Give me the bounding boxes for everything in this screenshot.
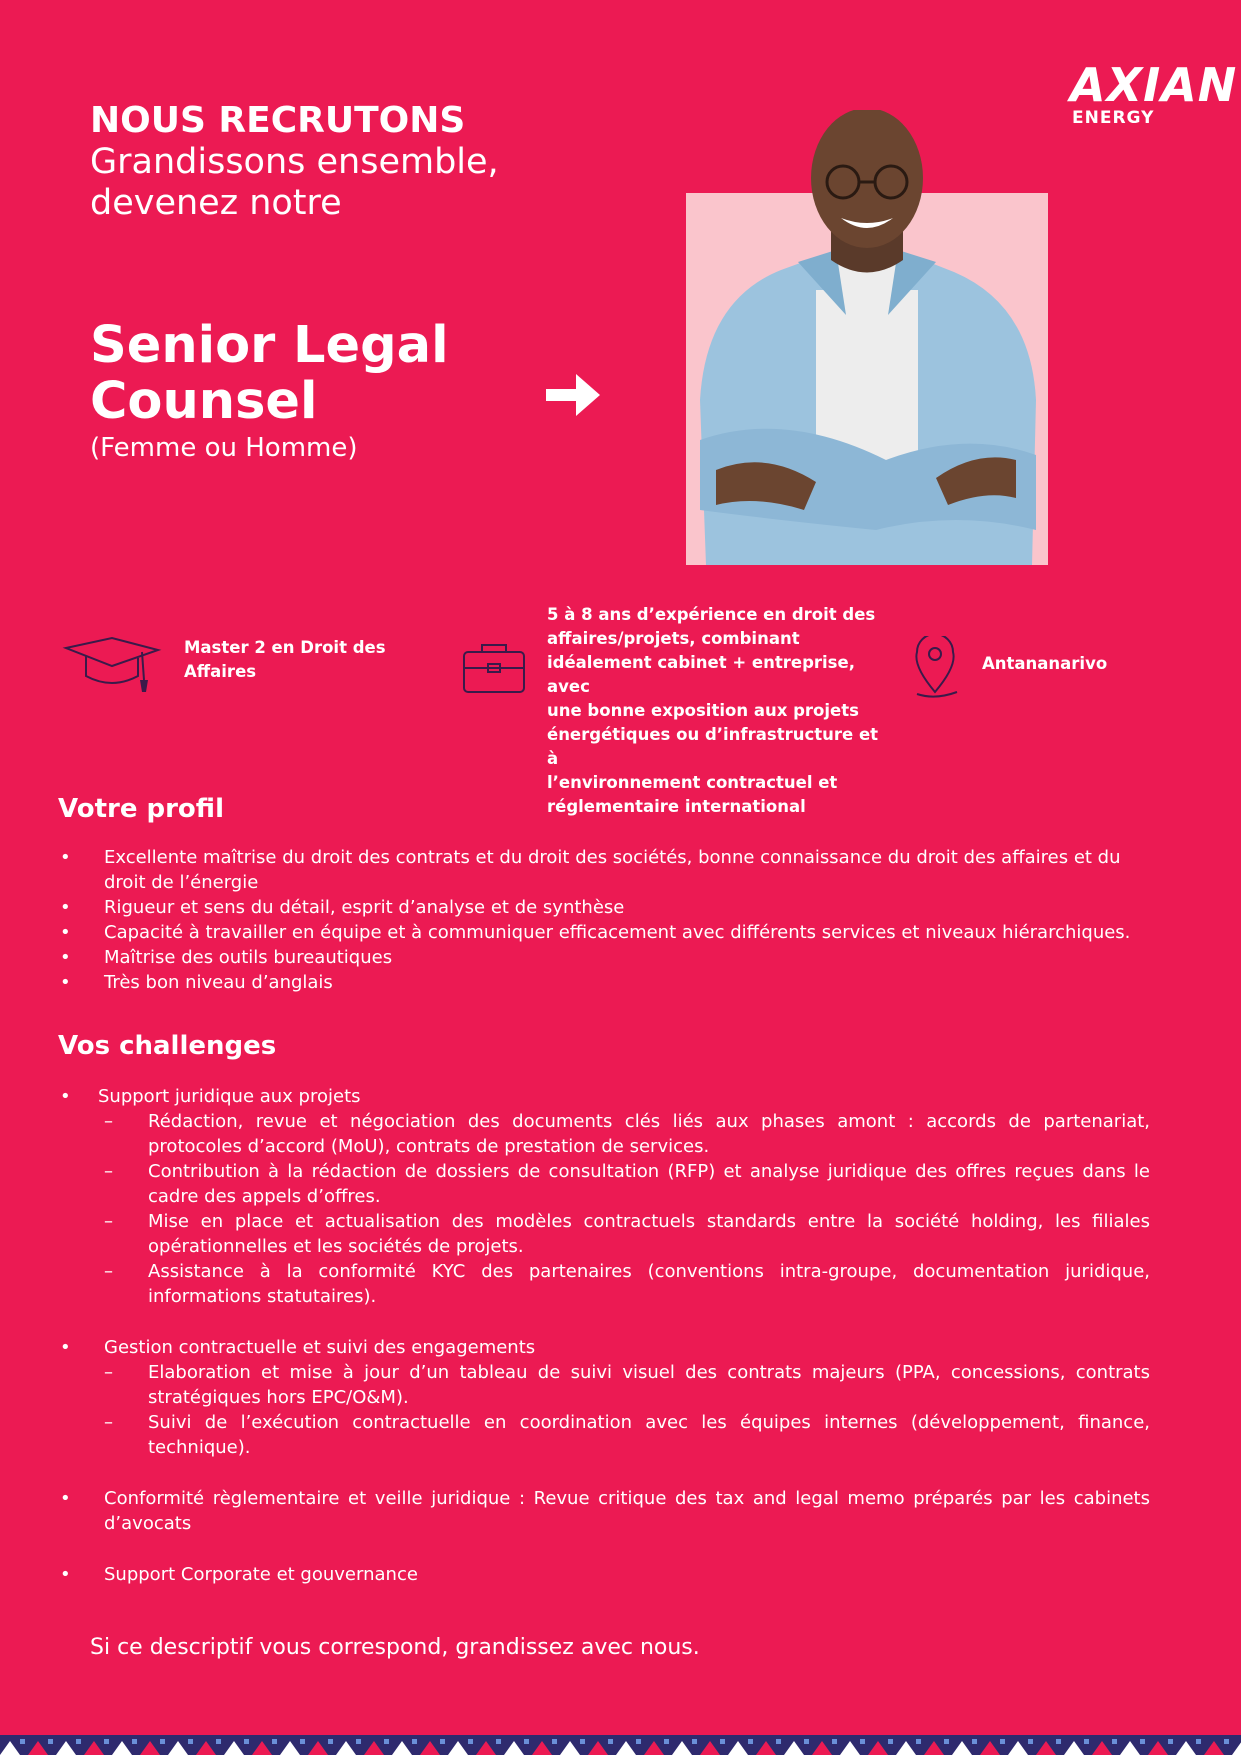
feature-experience-line: 5 à 8 ans d’expérience en droit des [547, 605, 876, 624]
feature-experience-line: idéalement cabinet + entreprise, avec [547, 653, 855, 696]
list-item: • Maîtrise des outils bureautiques [60, 947, 393, 968]
logo-brand: AXIAN [1070, 58, 1238, 112]
sub-list [98, 1109, 1150, 1309]
challenges-list [60, 1084, 1150, 1613]
feature-location: Antananarivo [982, 654, 1108, 673]
tagline [90, 142, 550, 224]
challenge-label: Conformité règlementaire et veille juridique : Revue critique des tax and legal memo préparés par les cabinets d’avocats [104, 1488, 1150, 1534]
job-title-line-2: Counsel [90, 372, 318, 431]
company-logo [1070, 58, 1238, 128]
list-item: • Capacité à travailler en équipe et à communiquer efficacement avec différents services et niveaux hiérarchiques. [60, 922, 1131, 943]
arrow-right-icon [544, 370, 602, 420]
candidate-photo [686, 110, 1048, 565]
list-item: • Support juridique aux projets – Rédaction, revue et négociation des documents clés liés aux phases amont : accords de partenariat, protocoles d’accord (MoU), contrats de prestation de services. – Contribution à la rédaction de dossiers de consultation (RFP) et analyse juridique des offres reçues dans le cadre des appels d’offres. – Mise en place et actualisation des modèles contractuels standards entre la société holding, les filiales opérationnelles et les sociétés de projets. – Assistance à la conformité KYC des partenaires (conventions intra-groupe, documentation juridique, informations statutaires). [60, 1086, 1150, 1307]
feature-experience-line: une bonne exposition aux projets [547, 701, 859, 720]
sub-list-item: – Rédaction, revue et négociation des documents clés liés aux phases amont : accords de partenariat, protocoles d’accord (MoU), contrats de prestation de services. [104, 1111, 1150, 1157]
map-pin-icon [895, 636, 995, 700]
closing-line: Si ce descriptif vous correspond, grandissez avec nous. [90, 1635, 700, 1660]
feature-education [184, 636, 414, 684]
graduation-cap-icon [62, 636, 162, 700]
logo-sub: ENERGY [1072, 108, 1155, 128]
challenge-label: Gestion contractuelle et suivi des engagements [104, 1337, 536, 1358]
profile-list [60, 845, 1134, 995]
feature-experience [547, 603, 887, 819]
feature-experience-line: l’environnement contractuel et [547, 773, 838, 792]
sub-list-item: – Elaboration et mise à jour d’un tableau de suivi visuel des contrats majeurs (PPA, concessions, contrats stratégiques hors EPC/O&M). [104, 1362, 1150, 1408]
feature-education-line-1: Master 2 en Droit des [184, 638, 386, 657]
feature-experience-line: affaires/projets, combinant [547, 629, 800, 648]
list-item: • Excellente maîtrise du droit des contrats et du droit des sociétés, bonne connaissance du droit des affaires et du droit de l’énergie [60, 847, 1121, 893]
tagline-line-1: Grandissons ensemble, [90, 142, 499, 182]
list-item: • Rigueur et sens du détail, esprit d’analyse et de synthèse [60, 897, 625, 918]
sub-list-item: – Assistance à la conformité KYC des partenaires (conventions intra-groupe, documentation juridique, informations statutaires). [104, 1261, 1150, 1307]
challenges-section-title: Vos challenges [58, 1031, 277, 1061]
sub-list-item: – Contribution à la rédaction de dossiers de consultation (RFP) et analyse juridique des offres reçues dans le cadre des appels d’offres. [104, 1161, 1150, 1207]
list-item: • Gestion contractuelle et suivi des engagements – Elaboration et mise à jour d’un tableau de suivi visuel des contrats majeurs (PPA, concessions, contrats stratégiques hors EPC/O&M). – Suivi de l’exécution contractuelle en coordination avec les équipes internes (développement, finance, technique). [60, 1337, 1150, 1458]
challenge-label: Support Corporate et gouvernance [104, 1564, 418, 1585]
recruiting-kicker: NOUS RECRUTONS [90, 100, 466, 141]
list-item: • Conformité règlementaire et veille juridique : Revue critique des tax and legal memo préparés par les cabinets d’avocats [60, 1488, 1150, 1534]
tagline-line-2: devenez notre [90, 183, 342, 223]
feature-experience-line: énergétiques ou d’infrastructure et à [547, 725, 879, 768]
profile-section-title: Votre profil [58, 794, 224, 824]
feature-education-line-2: Affaires [184, 662, 257, 681]
sub-list [98, 1360, 1150, 1460]
decorative-pattern-band [0, 1735, 1241, 1755]
job-title [90, 318, 510, 430]
sub-list-item: – Mise en place et actualisation des modèles contractuels standards entre la société holding, les filiales opérationnelles et les sociétés de projets. [104, 1211, 1150, 1257]
challenge-label: Support juridique aux projets [98, 1086, 361, 1107]
list-item: • Très bon niveau d’anglais [60, 972, 333, 993]
job-title-line-1: Senior Legal [90, 316, 449, 375]
feature-experience-line: réglementaire international [547, 797, 806, 816]
sub-list-item: – Suivi de l’exécution contractuelle en coordination avec les équipes internes (développement, finance, technique). [104, 1412, 1150, 1458]
gender-note: (Femme ou Homme) [90, 433, 358, 463]
briefcase-icon [452, 640, 552, 704]
list-item: • Support Corporate et gouvernance [104, 1562, 1150, 1587]
